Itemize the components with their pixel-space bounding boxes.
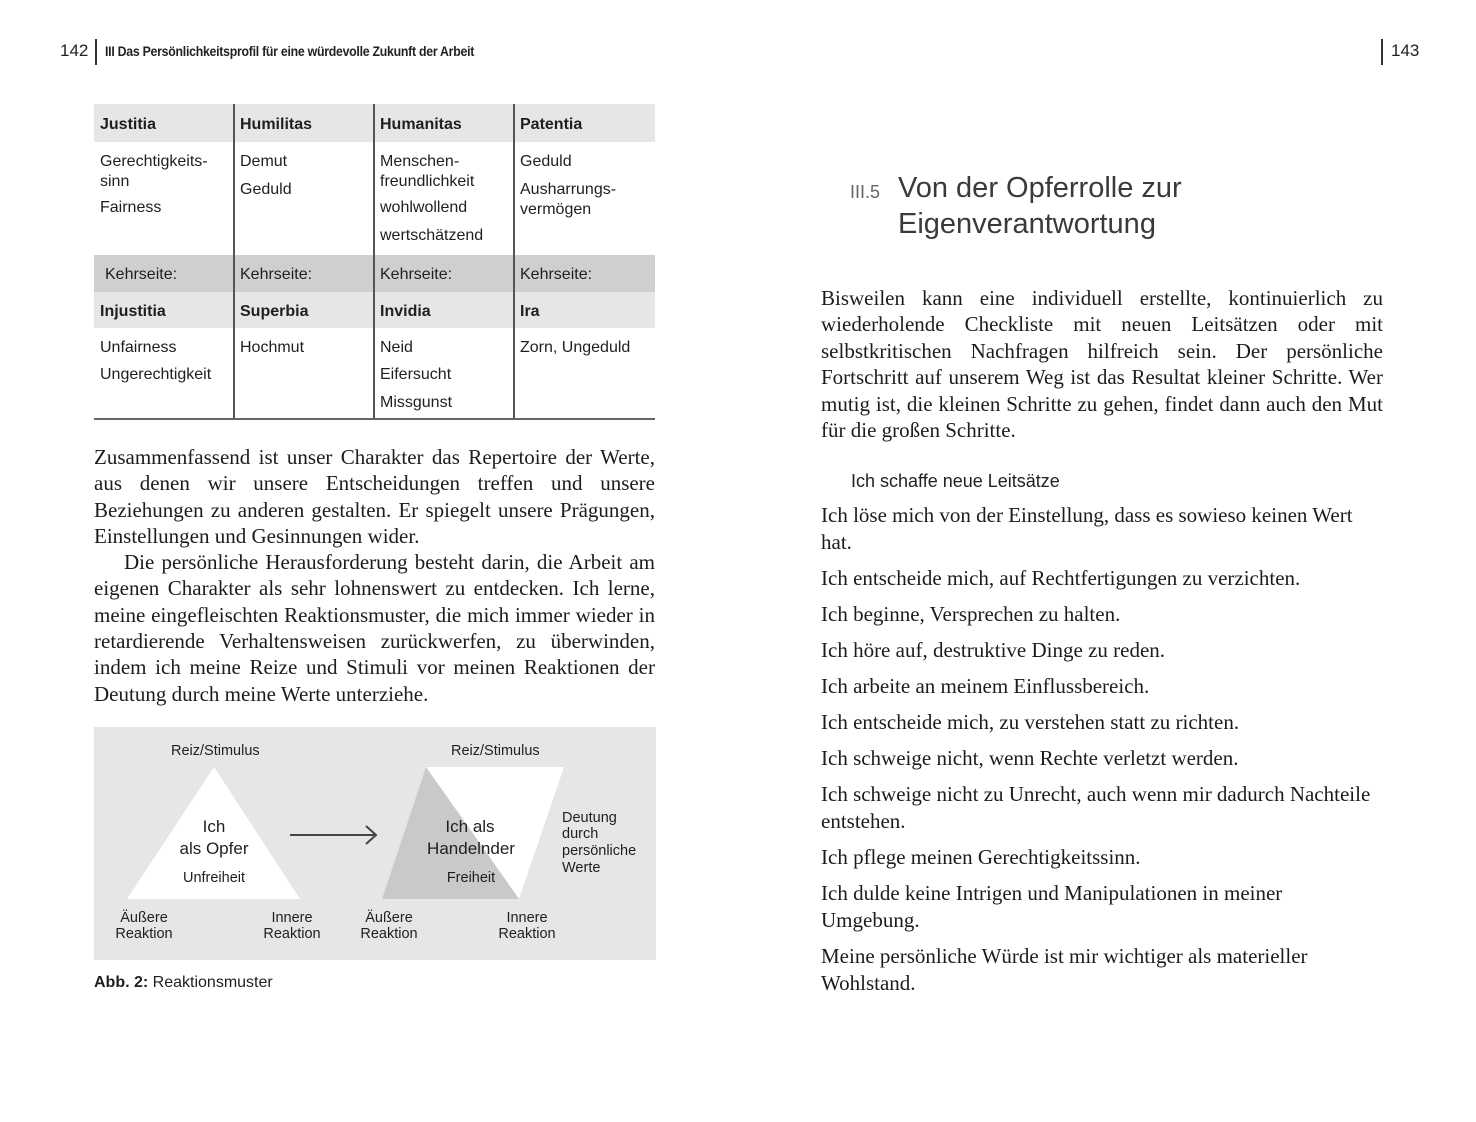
running-title: III Das Persönlichkeitsprofil für eine würdevolle Zukunft der Arbeit	[105, 43, 475, 59]
right-inner-reaction-1: Innere	[506, 910, 548, 926]
cell-line: Zorn, Ungeduld	[520, 339, 631, 356]
maxim-item: Ich schweige nicht, wenn Rechte verletzt werden.	[821, 746, 1239, 770]
reaction-pattern-diagram	[94, 727, 656, 960]
maxim-item: Ich entscheide mich, zu verstehen statt zu richten.	[821, 710, 1240, 734]
caption-prefix: Abb. 2:	[94, 974, 149, 991]
left-center-label-1: Ich	[202, 817, 226, 836]
cell-line: Gerechtigkeits-	[100, 153, 208, 170]
table-cell	[380, 338, 452, 413]
table-column-divider	[513, 104, 515, 420]
table-row-virtues	[94, 142, 655, 255]
interpretation-label-1: Deutung	[562, 810, 617, 826]
maxim-item: Ich entscheide mich, auf Rechtfertigungen zu verzichten.	[821, 566, 1301, 590]
cell-line: freundlichkeit	[380, 173, 475, 190]
table-cell	[380, 152, 483, 246]
maxim-item: Ich beginne, Versprechen zu halten.	[821, 602, 1121, 626]
left-state-label: Unfreiheit	[182, 870, 246, 886]
reverse-label: Kehrseite:	[380, 266, 453, 283]
cell-line: sinn	[100, 173, 130, 190]
table-row-vices	[94, 292, 655, 328]
left-center-label-2: als Opfer	[179, 839, 249, 858]
right-center-label-2: Handelnder	[427, 839, 515, 858]
section-subheading: Ich schaffe neue Leitsätze	[851, 471, 1060, 491]
cell-line: Demut	[240, 153, 288, 170]
header-divider-left	[95, 39, 97, 65]
cell-line: Geduld	[520, 153, 572, 170]
table-cell	[520, 152, 616, 220]
interpretation-label-2: durch	[562, 826, 599, 842]
cell-line: Eifersucht	[380, 366, 452, 383]
vice-superbia: Superbia	[240, 303, 309, 320]
table-cell	[240, 338, 304, 358]
table-header-humanitas: Humanitas	[380, 116, 462, 133]
table-header-row	[94, 104, 655, 142]
maxim-item: Ich schweige nicht zu Unrecht, auch wenn mir dadurch Nachteile entstehen.	[821, 782, 1371, 833]
cell-line: vermögen	[520, 201, 592, 218]
left-stimulus-label: Reiz/Stimulus	[171, 743, 260, 759]
table-cell	[240, 152, 292, 200]
interpretation-label-4: Werte	[562, 860, 601, 876]
header-divider-right	[1381, 39, 1383, 65]
table-column-divider	[373, 104, 375, 420]
table-cell	[100, 338, 211, 385]
table-row-reverse	[94, 255, 655, 292]
chapter-title	[898, 170, 1318, 242]
table-column-divider	[233, 104, 235, 420]
page-number-left: 142	[60, 41, 89, 60]
virtue-table	[94, 104, 655, 420]
paragraph: Die persönliche Herausforderung besteht darin, die Arbeit am eigenen Charakter als sehr lohnenswert zu entdecken. Ich lerne, meine eingefleischten Reaktionsmuster, die mich immer wieder in retardierende Verhaltensweisen zurückwerfen, zu überwinden, indem ich meine Reize und Stimuli vor meinen Reaktionen der Deutung durch meine Werte unterziehe.	[94, 550, 655, 706]
chapter-title-line-1: Von der Opferrolle zur	[898, 172, 1182, 204]
chapter-number: III.5	[850, 182, 881, 202]
cell-line: Menschen-	[380, 153, 460, 170]
cell-line: wertschätzend	[380, 227, 484, 244]
left-outer-reaction-2: Reaktion	[115, 926, 173, 942]
caption-text: Reaktionsmuster	[152, 974, 273, 991]
table-header-humilitas: Humilitas	[240, 116, 313, 133]
left-inner-reaction-2: Reaktion	[263, 926, 321, 942]
vice-invidia: Invidia	[380, 303, 431, 320]
right-state-label: Freiheit	[446, 870, 496, 886]
reverse-label: Kehrseite:	[240, 266, 313, 283]
cell-line: Fairness	[100, 199, 162, 216]
maxim-item: Ich dulde keine Intrigen und Manipulationen in meiner Umgebung.	[821, 881, 1283, 932]
maxim-item: Ich löse mich von der Einstellung, dass es sowieso keinen Wert hat.	[821, 503, 1353, 554]
body-text-left	[94, 444, 655, 707]
reverse-label: Kehrseite:	[520, 266, 593, 283]
cell-line: Unfairness	[100, 339, 177, 356]
intro-paragraph: Bisweilen kann eine individuell erstellte, kontinuierlich zu wiederholende Checkliste mit neuen Leitsätzen oder mit selbstkritischen Nachfragen hilfreich sein. Der persönliche Fortschritt auf unserem Weg ist das Resultat kleiner Schritte. Wer mutig ist, die kleinen Schritte zu gehen, findet dann auch den Mut für die großen Schritte.	[821, 286, 1383, 443]
maxim-item: Ich höre auf, destruktive Dinge zu reden.	[821, 638, 1166, 662]
table-bottom-rule	[94, 418, 655, 420]
cell-line: Missgunst	[380, 394, 453, 411]
maxim-item: Meine persönliche Würde ist mir wichtiger als materieller Wohlstand.	[821, 944, 1308, 995]
vice-injustitia: Injustitia	[100, 303, 166, 320]
cell-line: Ungerechtigkeit	[100, 366, 212, 383]
cell-line: wohlwollend	[380, 199, 468, 216]
maxim-item: Ich pflege meinen Gerechtigkeitssinn.	[821, 845, 1141, 869]
table-cell	[100, 152, 208, 218]
figure-caption	[94, 974, 273, 992]
interpretation-label-3: persönliche	[562, 843, 637, 859]
cell-line: Neid	[380, 339, 413, 356]
left-outer-reaction-1: Äußere	[120, 910, 168, 926]
table-cell	[520, 338, 630, 358]
page-number-right: 143	[1391, 41, 1420, 60]
reverse-label: Kehrseite:	[105, 266, 178, 283]
chapter-title-line-2: Eigenverantwortung	[898, 208, 1156, 240]
paragraph: Zusammenfassend ist unser Charakter das Repertoire der Werte, aus denen wir unsere Entscheidungen treffen und unsere Beziehungen zu anderen gestalten. Er spiegelt unsere Prägungen, Einstellungen und Gesinnungen wider.	[94, 445, 655, 548]
table-header-patentia: Patentia	[520, 116, 583, 133]
cell-line: Hochmut	[240, 339, 305, 356]
vice-ira: Ira	[520, 303, 540, 320]
maxim-item: Ich arbeite an meinem Einflussbereich.	[821, 674, 1150, 698]
maxims-list	[821, 502, 1383, 1006]
left-inner-reaction-1: Innere	[271, 910, 313, 926]
right-center-label-1: Ich als	[445, 817, 495, 836]
table-row-vice-traits	[94, 328, 655, 418]
right-inner-reaction-2: Reaktion	[498, 926, 556, 942]
table-header-justitia: Justitia	[100, 116, 157, 133]
right-outer-reaction-1: Äußere	[365, 910, 413, 926]
cell-line: Ausharrungs-	[520, 181, 617, 198]
right-outer-reaction-2: Reaktion	[360, 926, 418, 942]
cell-line: Geduld	[240, 181, 292, 198]
right-stimulus-label: Reiz/Stimulus	[451, 743, 540, 759]
